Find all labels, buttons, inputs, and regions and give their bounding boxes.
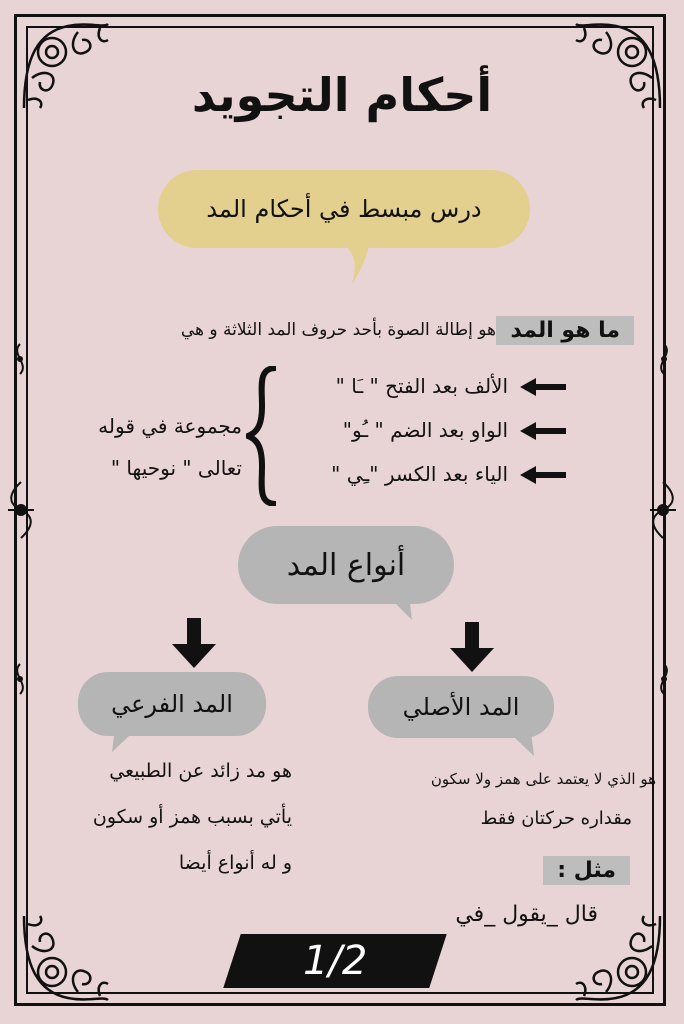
secondary-madd-label: المد الفرعي [111, 690, 233, 718]
types-bubble-tail [378, 586, 418, 622]
corner-ornament-bottom-left [18, 910, 114, 1006]
original-madd-label: المد الأصلي [402, 693, 520, 721]
arrow-down-icon [172, 618, 216, 668]
arrow-left-icon [520, 378, 566, 396]
page-title: أحكام التجويد [191, 68, 493, 122]
letter-alif: الألف بعد الفتح " ـَا " [335, 374, 508, 398]
definition-label: ما هو المد [496, 316, 634, 345]
types-heading-text: أنواع المد [286, 547, 406, 583]
original-bubble-tail [500, 724, 536, 758]
secondary-madd-bubble [78, 672, 266, 736]
letter-waw: الواو بعد الضم " ـُو" [342, 418, 508, 442]
example-text: قال _يقول _في [455, 902, 598, 927]
original-desc-2: مقداره حركتان فقط [480, 808, 632, 829]
arrow-left-icon [520, 422, 566, 440]
side-ornament-small-left-2 [8, 662, 32, 696]
secondary-line-1: هو مد زائد عن الطبيعي [109, 760, 292, 782]
page-number-badge [223, 934, 447, 988]
page-number: 1/2 [302, 938, 368, 984]
types-heading-bubble [238, 526, 454, 604]
side-ornament-right [646, 480, 680, 540]
side-ornament-small-left-1 [8, 342, 32, 376]
secondary-bubble-tail [110, 720, 146, 754]
subtitle-bubble-tail [320, 236, 380, 286]
collection-line-2: تعالى " نوحيها " [110, 456, 242, 480]
side-ornament-left [4, 480, 38, 540]
definition-text: هو إطالة الصوة بأحد حروف المد الثلاثة و هي [180, 320, 496, 340]
example-label: مثل : [543, 856, 630, 885]
secondary-line-3: و له أنواع أيضا [178, 852, 292, 874]
curly-brace [246, 366, 280, 506]
collection-line-1: مجموعة في قوله [98, 414, 242, 438]
secondary-line-2: يأتي بسبب همز أو سكون [92, 806, 292, 828]
side-ornament-small-right-2 [652, 662, 676, 696]
letter-ya: الياء بعد الكسر "ـِي " [331, 462, 508, 486]
side-ornament-small-right-1 [652, 342, 676, 376]
original-desc-1: هو الذي لا يعتمد على همز ولا سكون [430, 770, 656, 788]
arrow-left-icon [520, 466, 566, 484]
arrow-down-icon [450, 622, 494, 672]
subtitle-text: درس مبسط في أحكام المد [206, 195, 482, 223]
